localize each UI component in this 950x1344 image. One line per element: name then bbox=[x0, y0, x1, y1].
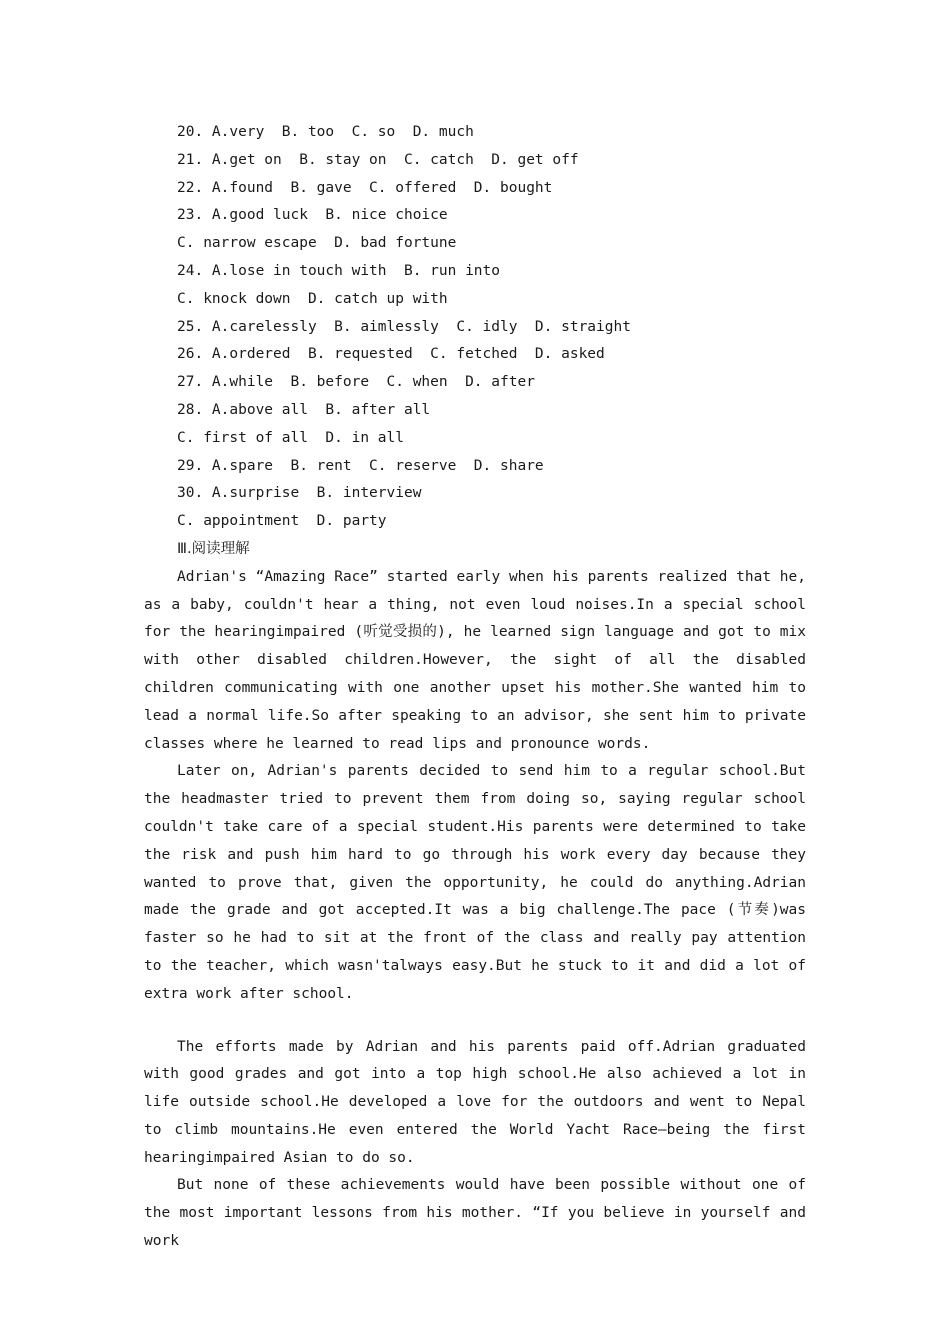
option-line: C. knock down D. catch up with bbox=[177, 290, 448, 307]
option-line: 25. A.carelessly B. aimlessly C. idly D. straight bbox=[177, 318, 631, 335]
option-line: C. appointment D. party bbox=[177, 513, 387, 530]
option-line: 20. A.very B. too C. so D. much bbox=[177, 124, 474, 140]
document-content bbox=[144, 119, 806, 1256]
option-line: 30. A.surprise B. interview bbox=[177, 485, 422, 502]
option-line: 24. A.lose in touch with B. run into bbox=[177, 262, 501, 279]
option-line: 21. A.get on B. stay on C. catch D. get off bbox=[177, 151, 579, 168]
option-line: C. first of all D. in all bbox=[177, 429, 404, 446]
paragraph-gap bbox=[144, 1009, 806, 1034]
option-line: 26. A.ordered B. requested C. fetched D. asked bbox=[177, 346, 605, 363]
option-line: 23. A.good luck B. nice choice bbox=[177, 207, 448, 224]
reading-paragraph: But none of these achievements would have been possible without one of the most important lessons from his mother. “If you believe in yourself and work bbox=[144, 1177, 806, 1250]
option-line: 28. A.above all B. after all bbox=[177, 401, 431, 418]
option-line: 27. A.while B. before C. when D. after bbox=[177, 374, 535, 391]
reading-paragraph: Later on, Adrian's parents decided to send him to a regular school.But the headmaster tried to prevent them from doing so, saying regular school couldn't take care of a special student.His parents were determined to take the risk and push him hard to go through his work every day because they wanted to prove that, given the opportunity, he could do anything.Adrian made the grade and got accepted.It was a big challenge.The pace (节奏)was faster so he had to sit at the front of the class and really pay attention to the teacher, which wasn'talways easy.But he stuck to it and did a lot of extra work after school. bbox=[144, 763, 806, 1002]
section-title: Ⅲ.阅读理解 bbox=[177, 540, 250, 557]
reading-paragraph: The efforts made by Adrian and his parents paid off.Adrian graduated with good grades and got into a top high school.He also achieved a lot in life outside school.He developed a love for the outdoors and went to Nepal to climb mountains.He even entered the World Yacht Race—being the first hearingimpaired Asian to do so. bbox=[144, 1038, 806, 1166]
option-line: 22. A.found B. gave C. offered D. bought bbox=[177, 179, 553, 196]
option-line: 29. A.spare B. rent C. reserve D. share bbox=[177, 457, 544, 474]
reading-paragraph: Adrian's “Amazing Race” started early when his parents realized that he, as a baby, couldn't hear a thing, not even loud noises.In a special school for the hearingimpaired (听觉受损的), he learned sign language and got to mix with other disabled children.However, the sight of all the disabled children communicating with one another upset his mother.She wanted him to lead a normal life.So after speaking to an advisor, she sent him to private classes where he learned to read lips and pronounce words. bbox=[144, 568, 806, 752]
option-line: C. narrow escape D. bad fortune bbox=[177, 235, 457, 252]
